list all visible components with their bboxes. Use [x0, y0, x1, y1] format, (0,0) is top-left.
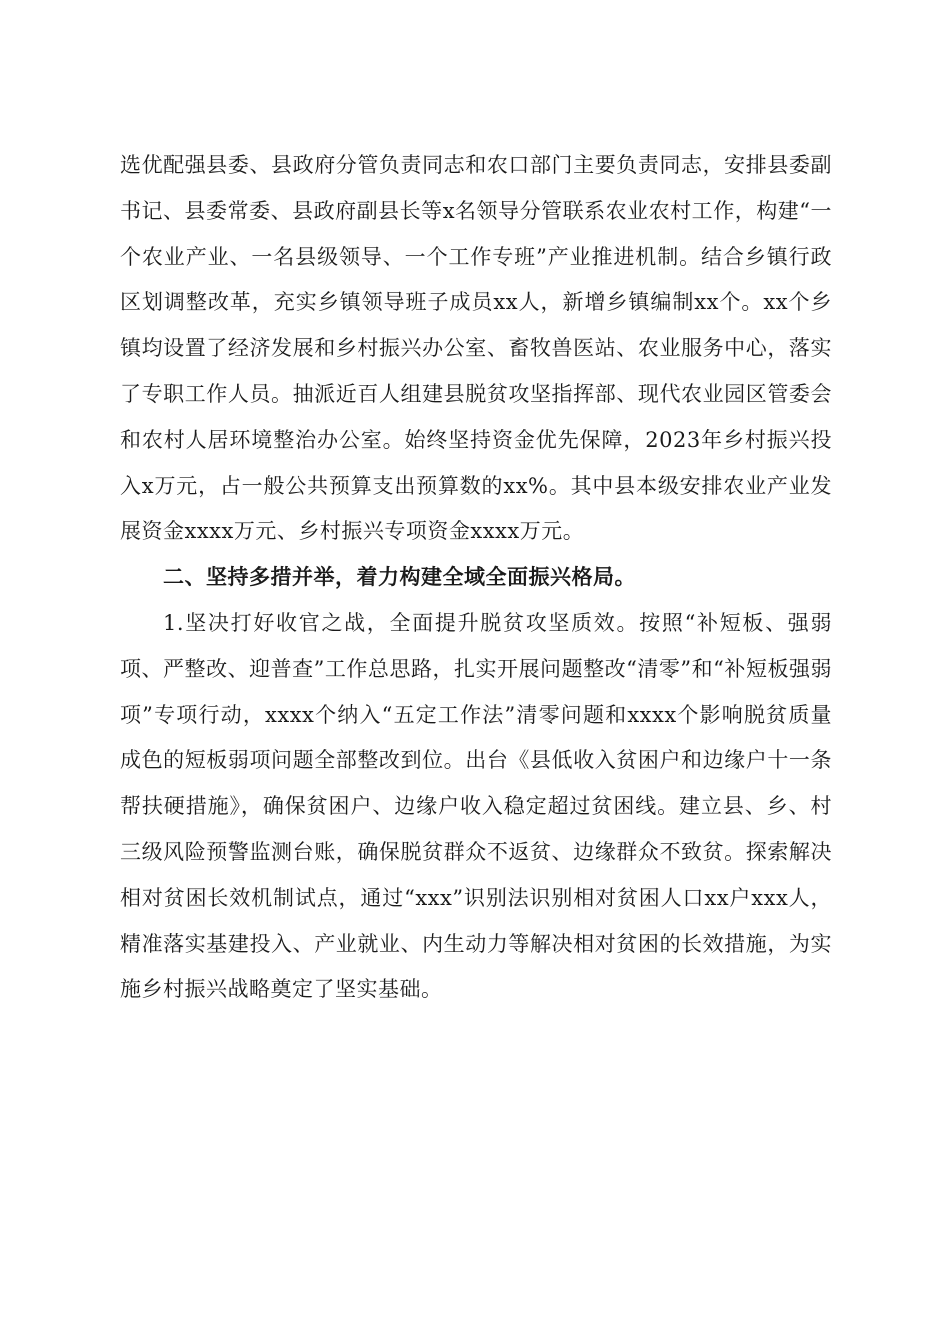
- section-heading: 二、坚持多措并举，着力构建全域全面振兴格局。: [163, 565, 636, 590]
- paragraph-1: 1.坚决打好收官之战，全面提升脱贫攻坚质效。按照“补短板、强弱项、严整改、迎普查”工作总思路，扎实开展问题整改“清零”和“补短板强弱项”专项行动，xxxx个纳入“五定工作法”清零问题和xxxx个影响脱贫质量成色的短板弱项问题全部整改到位。出台《县低收入贫困户和边缘户十一条帮扶硬措施》，确保贫困户、边缘户收入稳定超过贫困线。建立县、乡、村三级风险预警监测台账，确保脱贫群众不返贫、边缘群众不致贫。探索解决相对贫困长效机制试点，通过“xxx”识别法识别相对贫困人口xx户xxx人，精准落实基建投入、产业就业、内生动力等解决相对贫困的长效措施，为实施乡村振兴战略奠定了坚实基础。: [120, 610, 832, 1002]
- paragraph-continued: 选优配强县委、县政府分管负责同志和农口部门主要负责同志，安排县委副书记、县委常委、县政府副县长等x名领导分管联系农业农村工作，构建“一个农业产业、一名县级领导、一个工作专班”产业推进机制。结合乡镇行政区划调整改革，充实乡镇领导班子成员xx人，新增乡镇编制xx个。xx个乡镇均设置了经济发展和乡村振兴办公室、畜牧兽医站、农业服务中心，落实了专职工作人员。抽派近百人组建县脱贫攻坚指挥部、现代农业园区管委会和农村人居环境整治办公室。始终坚持资金优先保障，2023年乡村振兴投入x万元，占一般公共预算支出预算数的xx%。其中县本级安排农业产业发展资金xxxx万元、乡村振兴专项资金xxxx万元。: [120, 153, 832, 544]
- document-body: [120, 143, 832, 1013]
